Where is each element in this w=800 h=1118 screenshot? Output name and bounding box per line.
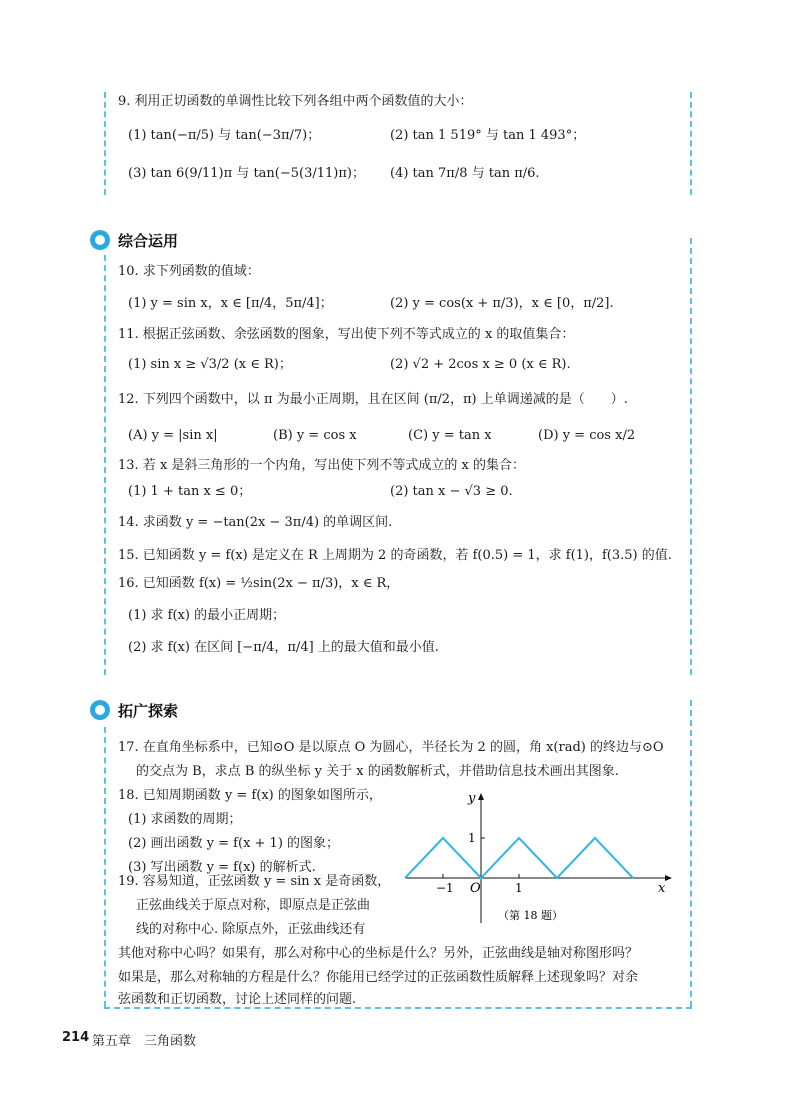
exercise-19-line-4: 其他对称中心吗？如果有，那么对称中心的坐标是什么？另外，正弦曲线是轴对称图形吗？ <box>118 946 639 961</box>
exercise-12-title: 12. 下列四个函数中，以 π 为最小正周期，且在区间 (π/2，π) 上单调递减的是（ ）. <box>118 392 628 407</box>
exercise-11-part-1: (1) sin x ≥ √3/2 (x ∈ R)； <box>128 357 292 372</box>
exercise-18-part-3: (3) 写出函数 y = f(x) 的解析式. <box>128 860 316 875</box>
section-badge-icon <box>90 230 110 250</box>
exercise-11-title: 11. 根据正弦函数、余弦函数的图象，写出使下列不等式成立的 x 的取值集合： <box>118 327 575 342</box>
exercise-9-part-3: (3) tan 6(9/11)π 与 tan(−5(3/11)π)； <box>128 166 365 181</box>
exercise-9-part-4: (4) tan 7π/8 与 tan π/6. <box>390 166 540 181</box>
exercise-10-title: 10. 求下列函数的值域： <box>118 264 260 279</box>
exercise-18-figure <box>400 788 680 930</box>
exercise-15: 15. 已知函数 y = f(x) 是定义在 R 上周期为 2 的奇函数，若 f(0.5) = 1，求 f(1)，f(3.5) 的值. <box>118 548 672 563</box>
x-tick-label-neg1: −1 <box>436 881 454 895</box>
exercise-18-part-2: (2) 画出函数 y = f(x + 1) 的图象； <box>128 836 340 851</box>
section-title-comprehensive: 综合运用 <box>118 232 179 250</box>
section-title-exploration: 拓广探索 <box>118 702 179 720</box>
exercise-16-part-2: (2) 求 f(x) 在区间 [−π/4，π/4] 上的最大值和最小值. <box>128 640 439 655</box>
exercise-12-option-a: (A) y = |sin x| <box>128 428 218 443</box>
exercise-18-title: 18. 已知周期函数 y = f(x) 的图象如图所示， <box>118 788 382 803</box>
frame-left-mid <box>104 255 106 675</box>
frame-left-bottom <box>104 727 106 1007</box>
periodic-curve <box>405 838 633 878</box>
exercise-12-option-d: (D) y = cos x/2 <box>538 428 636 443</box>
exercise-12-option-c: (C) y = tan x <box>408 428 492 443</box>
exercise-19-line-6: 弦函数和正切函数，讨论上述同样的问题. <box>118 992 357 1007</box>
exercise-19-line-5: 如果是，那么对称轴的方程是什么？你能用已经学过的正弦函数性质解释上述现象吗？对余 <box>118 970 639 985</box>
exercise-10 <box>118 262 678 322</box>
exercise-11-part-2: (2) √2 + 2cos x ≥ 0 (x ∈ R). <box>390 357 571 372</box>
exercise-13-part-1: (1) 1 + tan x ≤ 0； <box>128 484 252 499</box>
section-badge-icon <box>90 700 110 720</box>
exercise-13-part-2: (2) tan x − √3 ≥ 0. <box>390 484 513 499</box>
exercise-9 <box>118 92 678 192</box>
y-axis-label: y <box>468 791 476 806</box>
exercise-16-part-1: (1) 求 f(x) 的最小正周期； <box>128 608 286 623</box>
chapter-title: 第五章 三角函数 <box>92 1034 197 1049</box>
exercise-14: 14. 求函数 y = −tan(2x − 3π/4) 的单调区间. <box>118 515 393 530</box>
frame-right-bottom <box>690 700 692 1007</box>
exercise-9-title: 9. 利用正切函数的单调性比较下列各组中两个函数值的大小： <box>118 94 473 109</box>
exercise-11 <box>118 325 678 385</box>
frame-right-mid <box>690 238 692 675</box>
exercise-18 <box>118 786 398 876</box>
x-tick-label-1: 1 <box>515 881 523 895</box>
y-tick-label-1: 1 <box>468 831 476 845</box>
exercise-13 <box>118 456 678 506</box>
exercise-13-title: 13. 若 x 是斜三角形的一个内角，写出使下列不等式成立的 x 的集合： <box>118 458 525 473</box>
figure-caption: （第 18 题） <box>498 909 563 922</box>
exercise-17-line-2: 的交点为 B，求点 B 的纵坐标 y 关于 x 的函数解析式，并借助信息技术画出其图象. <box>136 764 619 779</box>
exercise-16 <box>118 574 678 664</box>
exercise-16-title: 16. 已知函数 f(x) = ½sin(2x − π/3)，x ∈ R， <box>118 576 400 591</box>
exercise-10-part-2: (2) y = cos(x + π/3)，x ∈ [0，π/2]. <box>390 296 614 311</box>
exercise-19-line-3: 线的对称中心. 除原点外，正弦曲线还有 <box>136 922 366 937</box>
exercise-17-line-1: 17. 在直角坐标系中，已知⊙O 是以原点 O 为圆心，半径长为 2 的圆，角 x(rad) 的终边与⊙O <box>118 740 664 755</box>
frame-right-top <box>690 92 692 195</box>
exercise-18-part-1: (1) 求函数的周期； <box>128 812 242 827</box>
exercise-10-part-1: (1) y = sin x，x ∈ [π/4，5π/4]； <box>128 296 333 311</box>
page-number: 214 <box>62 1030 90 1045</box>
origin-label: O <box>470 881 481 896</box>
y-axis-arrow-icon <box>478 793 484 800</box>
x-axis-arrow-icon <box>665 875 672 881</box>
exercise-12 <box>118 390 678 450</box>
exercise-19-line-2: 正弦曲线关于原点对称，即原点是正弦曲 <box>136 898 371 913</box>
exercise-9-part-2: (2) tan 1 519° 与 tan 1 493°； <box>390 128 586 143</box>
x-axis-label: x <box>658 881 666 896</box>
exercise-19-line-1: 19. 容易知道，正弦函数 y = sin x 是奇函数， <box>118 874 391 889</box>
exercise-12-option-b: (B) y = cos x <box>273 428 357 443</box>
frame-left-top <box>104 92 106 195</box>
exercise-9-part-1: (1) tan(−π/5) 与 tan(−3π/7)； <box>128 128 321 143</box>
